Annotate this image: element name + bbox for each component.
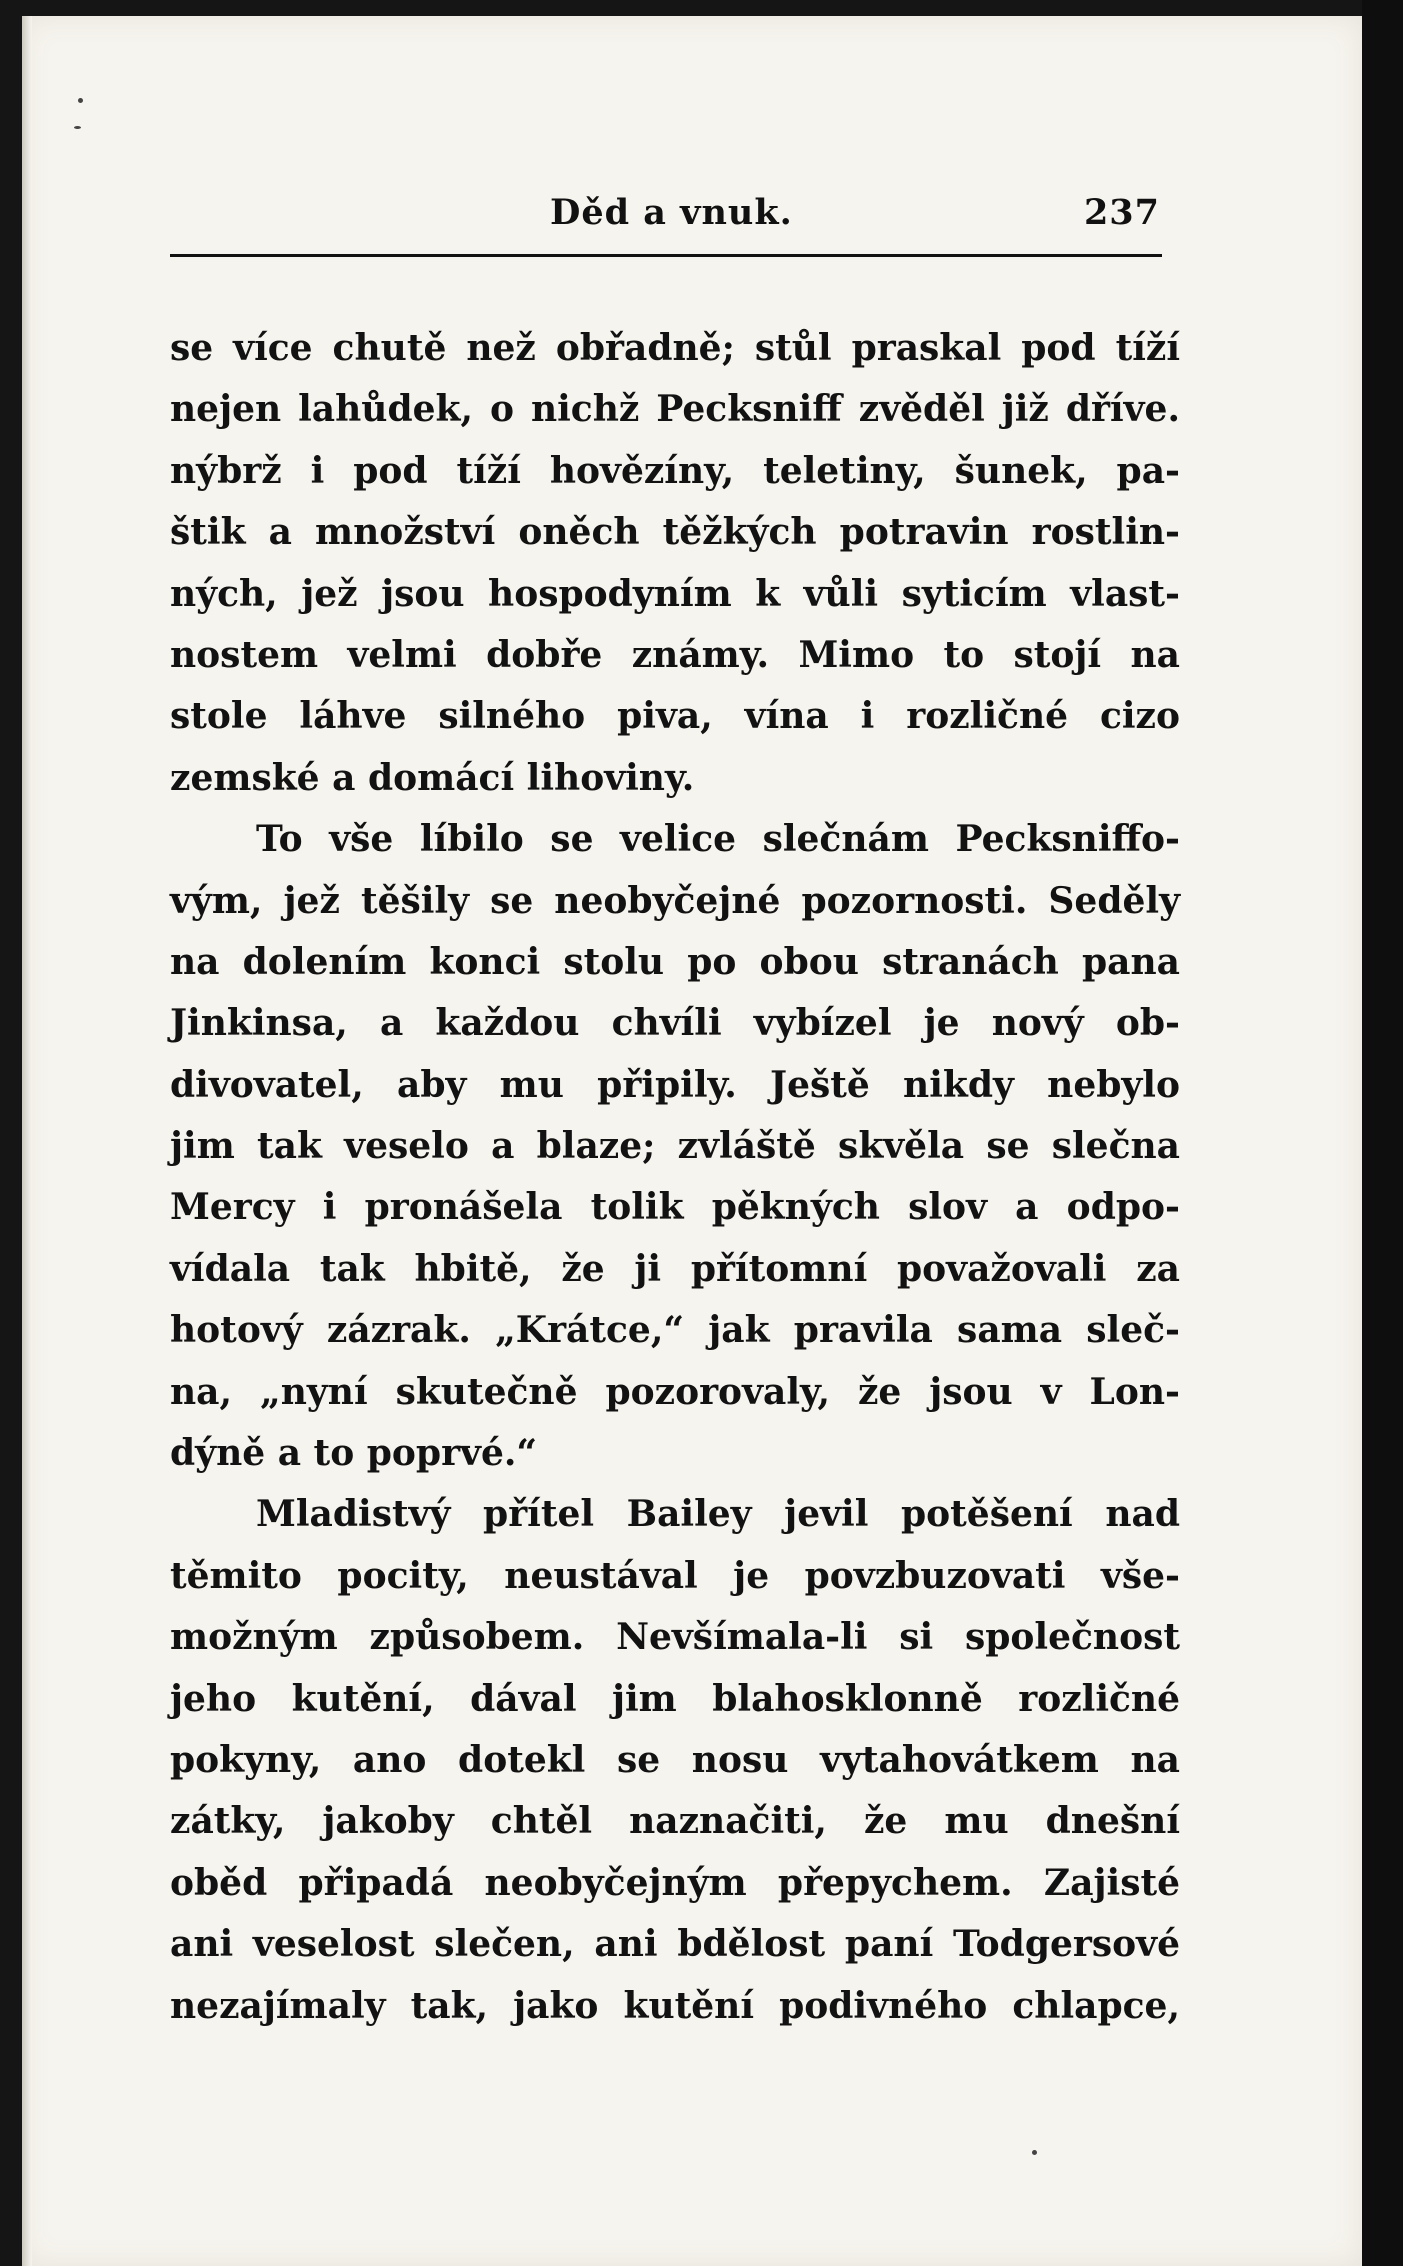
text-line: štik a množství oněch těžkých potravin rostlin- (170, 511, 1180, 554)
header-rule (170, 254, 1162, 257)
page-header (170, 192, 1160, 242)
text-line: nezajímaly tak, jako kutění podivného chlapce, (170, 1984, 1180, 2027)
text-line: jim tak veselo a blaze; zvláště skvěla se slečna (170, 1125, 1180, 1168)
text-line: na dolením konci stolu po obou stranách pana (170, 940, 1180, 983)
text-line: se více chutě než obřadně; stůl praskal pod tíží (170, 327, 1180, 369)
text-line: jeho kutění, dával jim blahosklonně rozličné (170, 1677, 1180, 1720)
text-line: na, „nyní skutečně pozorovaly, že jsou v Lon- (170, 1370, 1180, 1413)
paper-speck (78, 98, 83, 103)
page-left-edge (22, 16, 32, 2266)
text-line: hotový zázrak. „Krátce,“ jak pravila sama sleč- (170, 1309, 1180, 1352)
text-line: těmito pocity, neustával je povzbuzovati vše- (170, 1554, 1180, 1597)
running-title: Děd a vnuk. (550, 192, 793, 233)
paper-speck (1032, 2150, 1037, 2155)
body-text (170, 318, 1180, 2037)
text-line: Mercy i pronášela tolik pěkných slov a odpo- (170, 1186, 1180, 1229)
paper-speck (74, 126, 81, 129)
text-line: možným způsobem. Nevšímala-li si společnost (170, 1616, 1180, 1659)
text-line: vídala tak hbitě, že ji přítomní považovali za (170, 1247, 1180, 1290)
text-line: zemské a domácí lihoviny. (170, 756, 695, 799)
text-line: nejen lahůdek, o nichž Pecksniff zvěděl již dříve. (170, 388, 1180, 431)
text-line: pokyny, ano dotekl se nosu vytahovátkem na (170, 1738, 1180, 1781)
text-line: oběd připadá neobyčejným přepychem. Zajisté (170, 1861, 1180, 1904)
text-line: Jinkinsa, a každou chvíli vybízel je nový ob- (170, 1002, 1180, 1045)
text-line: ných, jež jsou hospodyním k vůli syticím vlast- (170, 572, 1180, 615)
scan-right-border (1362, 0, 1403, 2266)
text-line: Mladistvý přítel Bailey jevil potěšení nad (256, 1493, 1180, 1536)
text-line: To vše líbilo se velice slečnám Pecksniffo- (256, 818, 1180, 861)
text-line: stole láhve silného piva, vína i rozličné cizo (170, 695, 1180, 738)
text-line: zátky, jakoby chtěl naznačiti, že mu dnešní (170, 1800, 1180, 1843)
page-number: 237 (1083, 192, 1160, 233)
text-line: ani veselost slečen, ani bdělost paní Todgersové (170, 1923, 1180, 1966)
text-line: divovatel, aby mu připily. Ještě nikdy nebylo (170, 1063, 1180, 1106)
text-line: nýbrž i pod tíží hovězíny, teletiny, šunek, pa- (170, 449, 1180, 492)
text-line: vým, jež těšily se neobyčejné pozornosti. Seděly (170, 879, 1180, 922)
text-line: nostem velmi dobře známy. Mimo to stojí na (170, 633, 1180, 676)
text-line: dýně a to poprvé.“ (170, 1432, 538, 1475)
